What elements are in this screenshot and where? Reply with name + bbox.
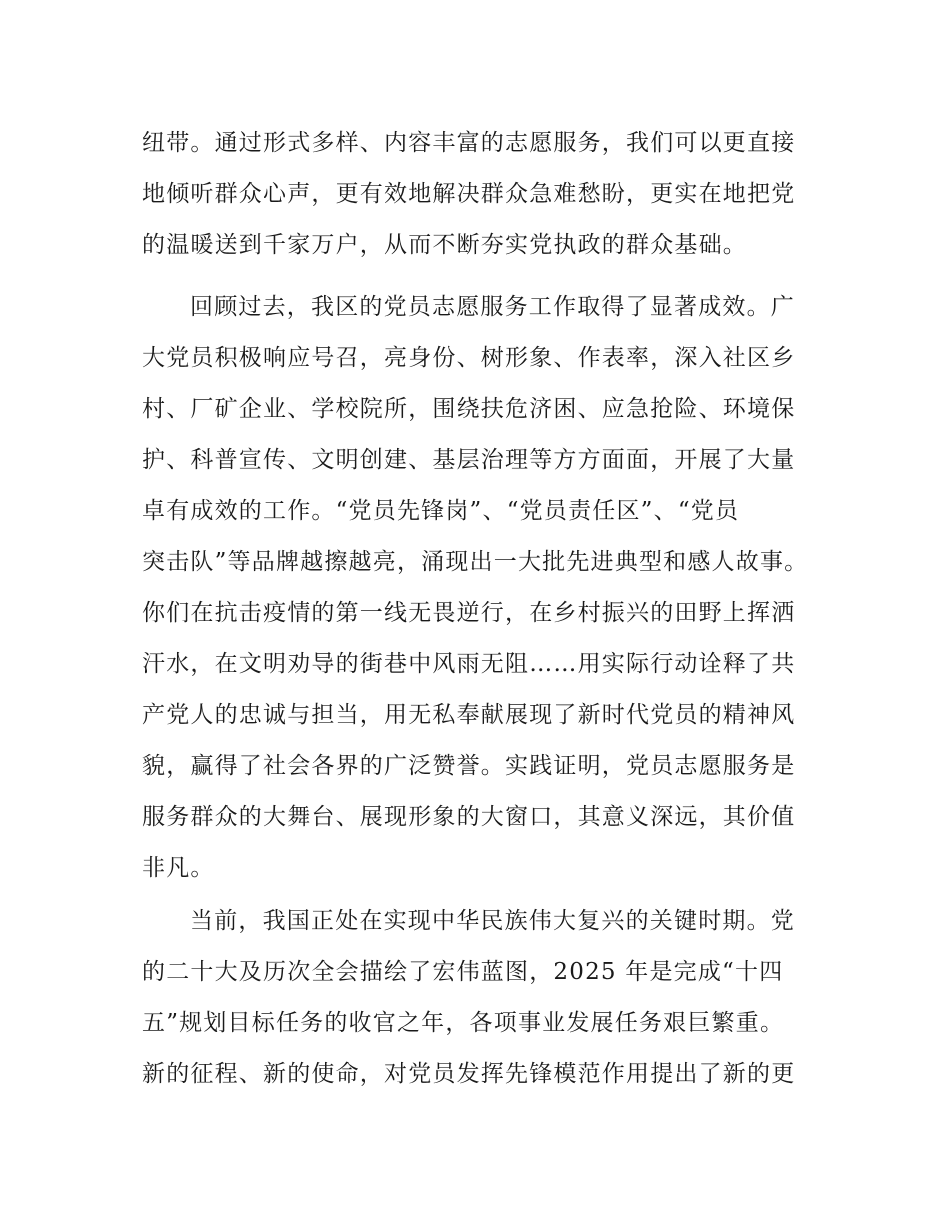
paragraph-1-line-1: 纽带。通过形式多样、内容丰富的志愿服务，我们可以更直接 [142,130,796,156]
paragraph-2-line-2: 大党员积极响应号召，亮身份、树形象、作表率，深入社区乡 [142,345,796,371]
paragraph-2-line-6: 突击队”等品牌越擦越亮，涌现出一大批先进典型和感人故事。 [142,549,809,575]
paragraph-2-line-12: 非凡。 [142,855,215,881]
paragraph-1-line-3: 的温暖送到千家万户，从而不断夯实党执政的群众基础。 [142,232,747,258]
paragraph-2-line-3: 村、厂矿企业、学校院所，围绕扶危济困、应急抢险、环境保 [142,396,796,422]
paragraph-3-line-4: 新的征程、新的使命，对党员发挥先锋模范作用提出了新的更 [142,1061,796,1087]
paragraph-2-line-7: 你们在抗击疫情的第一线无畏逆行，在乡村振兴的田野上挥洒 [142,600,796,626]
paragraph-2-line-10: 貌，赢得了社会各界的广泛赞誉。实践证明，党员志愿服务是 [142,753,796,779]
paragraph-2-line-8: 汗水，在文明劝导的街巷中风雨无阻……用实际行动诠释了共 [142,651,796,677]
paragraph-2-line-5: 卓有成效的工作。“党员先锋岗”、“党员责任区”、“党员 [142,498,740,524]
paragraph-1-line-2: 地倾听群众心声，更有效地解决群众急难愁盼，更实在地把党 [142,181,796,207]
paragraph-2-line-9: 产党人的忠诚与担当，用无私奉献展现了新时代党员的精神风 [142,702,796,728]
paragraph-2-line-4: 护、科普宣传、文明创建、基层治理等方方面面，开展了大量 [142,447,796,473]
paragraph-3-line-1: 当前，我国正处在实现中华民族伟大复兴的关键时期。党 [190,908,795,934]
paragraph-3-line-3: 五”规划目标任务的收官之年，各项事业发展任务艰巨繁重。 [142,1010,785,1036]
paragraph-2-line-1: 回顾过去，我区的党员志愿服务工作取得了显著成效。广 [190,294,795,320]
paragraph-3-line-2: 的二十大及历次全会描绘了宏伟蓝图，2025 年是完成“十四 [142,959,784,985]
paragraph-2-line-11: 服务群众的大舞台、展现形象的大窗口，其意义深远，其价值 [142,804,796,830]
